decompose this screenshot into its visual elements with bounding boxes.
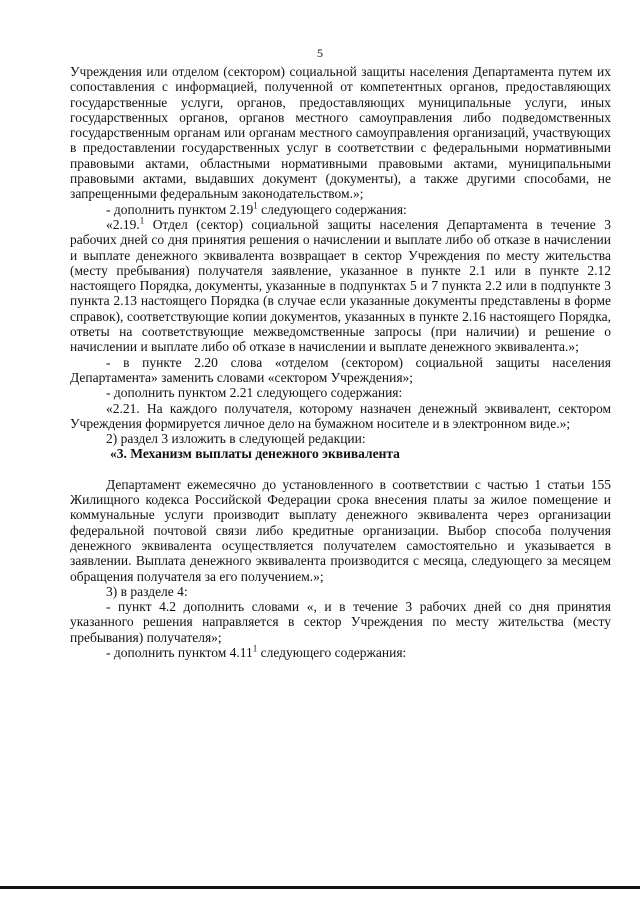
- section-heading: «3. Механизм выплаты денежного эквивалента: [110, 446, 400, 462]
- paragraph-text: - дополнить пунктом 2.19: [106, 201, 254, 217]
- superscript: 1: [252, 643, 258, 654]
- paragraph: 3) в разделе 4:: [106, 583, 188, 599]
- paragraph: - дополнить пунктом 2.21 следующего содержания:: [106, 385, 403, 401]
- paragraph: - в пункте 2.20 слова «отделом (сектором) социальной защиты населения Департамента» заменить словами «сектором Учреждения»;: [70, 354, 611, 385]
- paragraph: «2.21. На каждого получателя, которому назначен денежный эквивалент, сектором Учреждения формируется личное дело на бумажном носителе и в электронном виде.»;: [70, 400, 611, 431]
- paragraph-text: «2.19.: [106, 216, 140, 232]
- paragraph: [70, 202, 611, 217]
- paragraph-text: следующего содержания:: [257, 201, 407, 217]
- paragraph: [70, 645, 611, 660]
- document-body: [70, 64, 611, 660]
- paragraph: - пункт 4.2 дополнить словами «, и в течение 3 рабочих дней со дня принятия указанного решения направляется в сектор Учреждения по месту жительства (месту пребывания) получателя»;: [70, 599, 611, 645]
- superscript: 1: [253, 200, 258, 211]
- paragraph-text: - дополнить пунктом 4.11: [106, 644, 253, 660]
- paragraph-text: следующего содержания:: [257, 644, 407, 660]
- paragraph-text: Отдел (сектор) социальной защиты населения Департамента в течение 3 рабочих дней со дня принятия решения о начислении и выплате либо об отказе в начислении и выплате денежного эквивалента возвращает в сектор Учреждения по месту жительства (месту пребывания) получателя заявление, указанное в пункте 2.1 или в пункте 2.12 настоящего Порядка, документы, указанные в подпунктах 5 и 7 пункта 2.2 или в подпункте 3 пункта 2.13 настоящего Порядка (в случае если указанные документы представлены в форме справок), соответствующие копии документов, указанных в пункте 2.16 настоящего Порядка, ответы на соответствующие межведомственные запросы (при наличии) и решение о начислении и выплате либо об отказе в начислении и выплате денежного эквивалента.»;: [70, 216, 611, 355]
- page-number: 5: [317, 46, 323, 60]
- bottom-rule: [0, 886, 640, 889]
- paragraph: [70, 217, 611, 355]
- paragraph: Учреждения или отделом (сектором) социальной защиты населения Департамента путем их сопоставления с информацией, полученной от компетентных органов, предоставляющих государственные услуги, органов, предоставляющих муниципальные услуги, иных государственных органов, органов местного самоуправления либо подведомственных государственным органам или органам местного самоуправления организаций, участвующих в предоставлении государственных услуг в соответствии с федеральными нормативными правовыми актами, областными нормативными правовыми актами, муниципальными правовыми актами, выдавших документ (документы), а также другими способами, не запрещенными федеральным законодательством.»;: [70, 64, 611, 202]
- paragraph: 2) раздел 3 изложить в следующей редакции:: [106, 431, 366, 447]
- superscript: 1: [139, 215, 145, 226]
- paragraph: Департамент ежемесячно до установленного в соответствии с частью 1 статьи 155 Жилищного кодекса Российской Федерации срока внесения платы за жилое помещение и коммунальные услуги производит выплату денежного эквивалента через организации федеральной почтовой связи либо кредитные организации. Выбор способа получения денежного эквивалента осуществляется получателем самостоятельно и указывается в заявлении. Выплата денежного эквивалента производится с месяца, следующего за месяцем обращения получателя за его получением.»;: [70, 476, 611, 584]
